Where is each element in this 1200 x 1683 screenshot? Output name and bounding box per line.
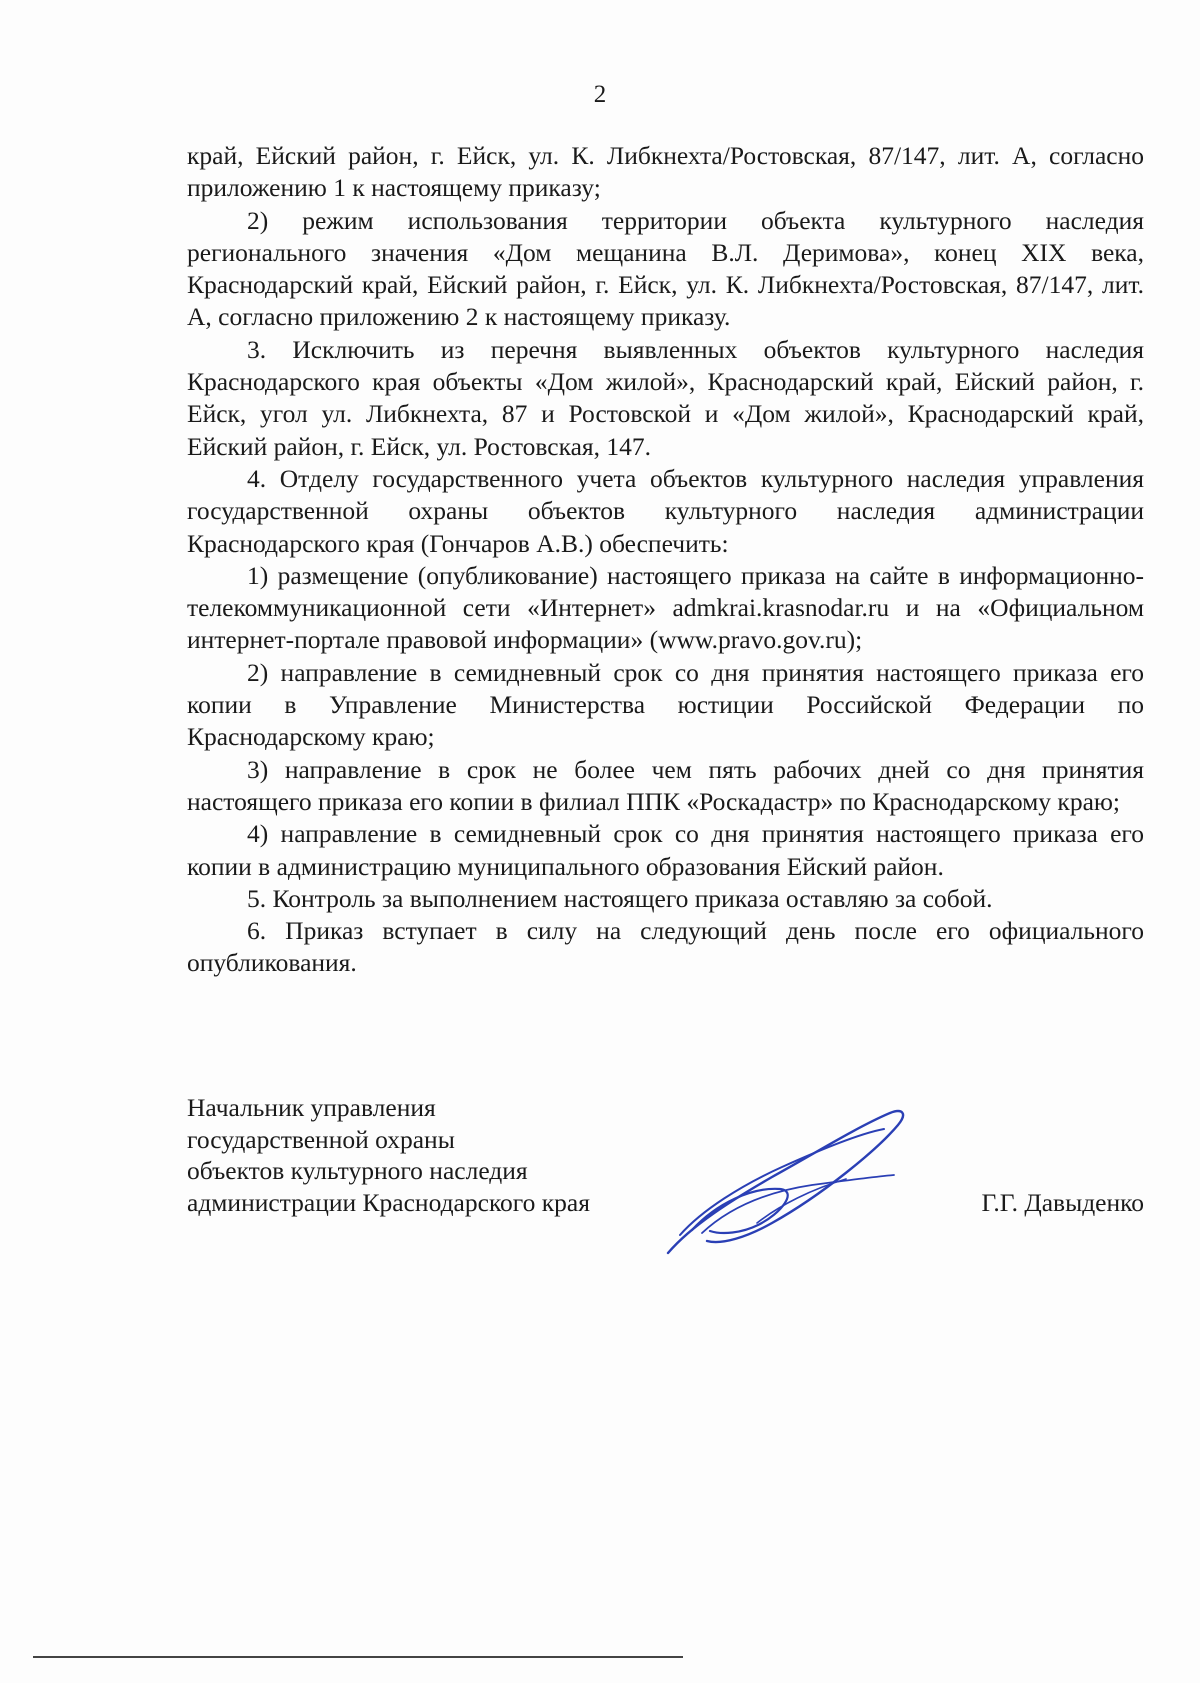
signatory-title-line: объектов культурного наследия (187, 1156, 528, 1185)
document-body (187, 140, 1144, 980)
page-number: 2 (593, 81, 607, 108)
paragraph-1: край, Ейский район, г. Ейск, ул. К. Либкнехта/Ростовская, 87/147, лит. А, согласно приложению 1 к настоящему приказу; (187, 141, 1144, 203)
paragraph-6: 2) направление в семидневный срок со дня принятия настоящего приказа его копии в Управление Министерства юстиции Российской Федерации по Краснодарскому краю; (187, 657, 1144, 752)
paragraph-9: 5. Контроль за выполнением настоящего приказа оставляю за собой. (247, 883, 993, 913)
signatory-title (187, 1092, 687, 1218)
signatory-name: Г.Г. Давыденко (981, 1187, 1144, 1217)
paragraph-3: 3. Исключить из перечня выявленных объектов культурного наследия Краснодарского края объекты «Дом жилой», Краснодарский край, Ейский район, г. Ейск, угол ул. Либкнехта, 87 и Ростовской и «Дом жилой», Краснодарский край, Ейский район, г. Ейск, ул. Ростовская, 147. (187, 334, 1144, 461)
paragraph-8: 4) направление в семидневный срок со дня принятия настоящего приказа его копии в администрацию муниципального образования Ейский район. (187, 819, 1144, 881)
paragraph-2: 2) режим использования территории объекта культурного наследия регионального значения «Дом мещанина В.Л. Деримова», конец XIX века, Краснодарский край, Ейский район, г. Ейск, ул. К. Либкнехта/Ростовская, 87/147, лит. А, согласно приложению 2 к настоящему приказу. (187, 205, 1144, 332)
signatory-title-line: Начальник управления (187, 1093, 436, 1122)
paragraph-10: 6. Приказ вступает в силу на следующий день после его официального опубликования. (187, 916, 1144, 978)
paragraph-4: 4. Отделу государственного учета объектов культурного наследия управления государственной охраны объектов культурного наследия администрации Краснодарского края (Гончаров А.В.) обеспечить: (187, 463, 1144, 558)
paragraph-5: 1) размещение (опубликование) настоящего приказа на сайте в информационно-телекоммуникационной сети «Интернет» admkrai.krasnodar.ru и на «Официальном интернет-портале правовой информации» (www.pravo.gov.ru); (187, 560, 1144, 655)
signatory-title-line: администрации Краснодарского края (187, 1187, 590, 1217)
footer-rule (33, 1656, 683, 1658)
paragraph-7: 3) направление в срок не более чем пять рабочих дней со дня принятия настоящего приказа его копии в филиал ППК «Роскадастр» по Краснодарскому краю; (187, 754, 1144, 816)
signatory-title-line: государственной охраны (187, 1124, 455, 1154)
handwritten-signature (662, 1105, 927, 1260)
